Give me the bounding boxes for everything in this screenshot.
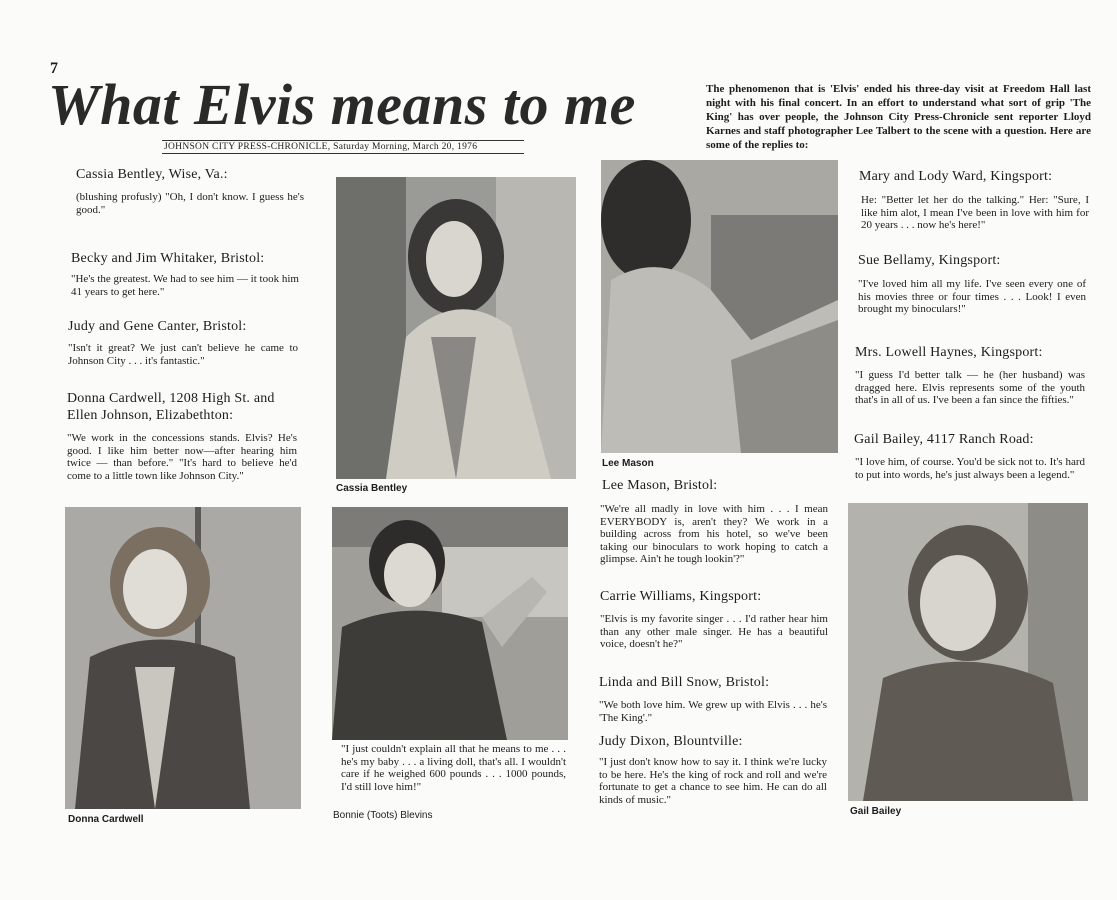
photo-lee-mason	[601, 160, 838, 453]
page-mark: 7	[50, 60, 58, 77]
photo-caption: Gail Bailey	[850, 806, 902, 817]
respondent-name: Judy Dixon, Blountville:	[599, 734, 743, 749]
respondent-name: Cassia Bentley, Wise, Va.:	[76, 167, 228, 182]
photo-gail-bailey	[848, 503, 1088, 801]
respondent-name: Carrie Williams, Kingsport:	[600, 589, 762, 604]
respondent-name: Lee Mason, Bristol:	[602, 478, 718, 493]
photo-caption: Donna Cardwell	[68, 814, 144, 825]
respondent-quote: "I love him, of course. You'd be sick not to. It's hard to put into words, he's just always been a legend."	[855, 456, 1085, 481]
respondent-name: Gail Bailey, 4117 Ranch Road:	[854, 432, 1034, 447]
respondent-quote: "Isn't it great? We just can't believe he came to Johnson City . . . it's fantastic."	[68, 342, 298, 367]
respondent-quote: (blushing profusly) "Oh, I don't know. I guess he's good."	[76, 191, 304, 216]
respondent-quote: "I just don't know how to say it. I think we're lucky to be here. He's the king of rock and roll and we're fortunate to get a chance to see him. He can do all kinds of music."	[599, 756, 827, 806]
respondent-quote: "We work in the concessions stands. Elvis? He's good. I like him better now—after hearing him twice — than before." "It's hard to believe he'd come to a little town like Johnson City."	[67, 432, 297, 482]
respondent-quote: "He's the greatest. We had to see him — it took him 41 years to get here."	[71, 273, 299, 298]
respondent-quote: "I've loved him all my life. I've seen every one of his movies three or four times . . . Look! I even brought my binoculars!"	[858, 278, 1086, 315]
respondent-name: Donna Cardwell, 1208 High St. and Ellen Johnson, Elizabethton:	[67, 391, 275, 423]
photo-caption: Cassia Bentley	[336, 483, 408, 494]
respondent-quote: "We're all madly in love with him . . . I mean EVERYBODY is, aren't they? We work in a building across from his hotel, so we've been taking our binoculars to work hoping to catch a glimpse. Ain't he tough lookin'?"	[600, 503, 828, 565]
respondent-quote: He: "Better let her do the talking." Her: "Sure, I like him alot, I mean I've been in love with him for 20 years . . . now he's here!"	[861, 194, 1089, 231]
bonnie-quote: "I just couldn't explain all that he means to me . . . he's my baby . . . a living doll, that's all. I wouldn't care if he weighed 600 pounds . . . 1000 pounds, I'd still love him!"	[341, 743, 566, 793]
respondent-name: Becky and Jim Whitaker, Bristol:	[71, 251, 265, 266]
photo-donna-cardwell	[65, 507, 301, 809]
respondent-quote: "We both love him. We grew up with Elvis . . . he's 'The King'."	[599, 699, 827, 724]
respondent-quote: "I guess I'd better talk — he (her husband) was dragged here. Elvis represents some of the youth that's in all of us. I've been a fan since the fifties."	[855, 369, 1085, 406]
headline: What Elvis means to me	[48, 72, 636, 137]
photo-bonnie-blevins	[332, 507, 568, 740]
respondent-name: Mary and Lody Ward, Kingsport:	[859, 169, 1053, 184]
photo-cassia-bentley	[336, 177, 576, 479]
respondent-name: Judy and Gene Canter, Bristol:	[68, 319, 247, 334]
respondent-name: Mrs. Lowell Haynes, Kingsport:	[855, 345, 1043, 360]
photo-caption: Lee Mason	[602, 458, 654, 469]
intro-paragraph: The phenomenon that is 'Elvis' ended his three-day visit at Freedom Hall last night with his final concert. In an effort to understand what sort of grip 'The King' has over people, the Johnson City Press-Chronicle sent reporter Lloyd Karnes and staff photographer Lee Talbert to the scene with a question. Here are some of the replies to:	[706, 83, 1091, 151]
photo-caption: Bonnie (Toots) Blevins	[333, 810, 433, 821]
respondent-name: Linda and Bill Snow, Bristol:	[599, 675, 770, 690]
dateline: JOHNSON CITY PRESS-CHRONICLE, Saturday Morning, March 20, 1976	[162, 140, 524, 154]
respondent-quote: "Elvis is my favorite singer . . . I'd rather hear him than any other male singer. He has a beautiful voice, doesn't he?"	[600, 613, 828, 650]
respondent-name: Sue Bellamy, Kingsport:	[858, 253, 1001, 268]
